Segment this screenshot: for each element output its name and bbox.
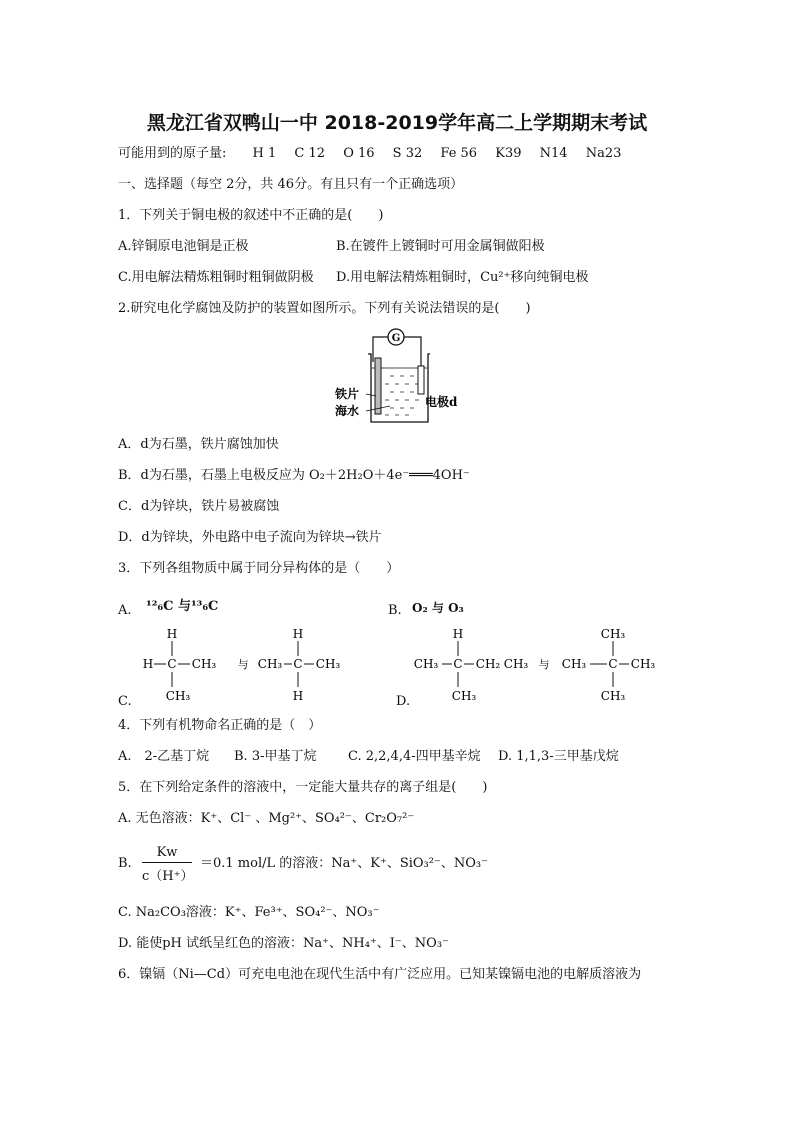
svg-text:CH₃: CH₃	[630, 657, 656, 671]
atomic-mass-item: S 32	[392, 146, 423, 161]
atomic-mass-item: H 1	[252, 146, 277, 161]
svg-text:CH₃: CH₃	[315, 657, 341, 671]
q3-option-c-label: C.	[118, 694, 132, 709]
q4-option-d: D. 1,1,3-三甲基戊烷	[498, 749, 619, 764]
atomic-mass-item: Fe 56	[440, 146, 478, 161]
svg-text:CH₃: CH₃	[503, 657, 529, 671]
svg-text:H: H	[292, 627, 304, 641]
q5-option-a: A. 无色溶液：K⁺、Cl⁻ 、Mg²⁺、SO₄²⁻、Cr₂O₇²⁻	[118, 811, 415, 826]
atomic-mass-item: N14	[539, 146, 568, 161]
q2-stem: 2.研究电化学腐蚀及防护的装置如图所示。下列有关说法错误的是( )	[118, 301, 531, 316]
svg-text:C: C	[293, 657, 303, 671]
q3-stem: 3．下列各组物质中属于同分异构体的是（ ）	[118, 561, 400, 576]
atomic-masses-label: 可能用到的原子量:	[118, 146, 227, 161]
q3-option-d-label: D.	[396, 694, 411, 709]
q6-stem: 6．镍镉（Ni—Cd）可充电电池在现代生活中有广泛应用。已知某镍镉电池的电解质溶液为	[118, 967, 642, 982]
svg-text:CH₃: CH₃	[561, 657, 587, 671]
q1-stem: 1．下列关于铜电极的叙述中不正确的是( )	[118, 208, 384, 223]
atomic-mass-item: K39	[495, 146, 522, 161]
svg-text:CH₃: CH₃	[165, 689, 191, 703]
q4-stem: 4．下列有机物命名正确的是（ ）	[118, 718, 322, 733]
seawater-label: 海水	[335, 404, 360, 418]
seawater-hatch	[385, 376, 419, 415]
svg-text:H: H	[142, 657, 154, 671]
atomic-mass-item: O 16	[343, 146, 375, 161]
svg-text:CH₂: CH₂	[475, 657, 501, 671]
q1-option-a: A.锌铜原电池铜是正极	[118, 239, 249, 254]
electrode-d	[418, 366, 424, 394]
svg-text:CH₃: CH₃	[600, 689, 626, 703]
galvanometer-label: G	[391, 333, 401, 344]
svg-text:C: C	[453, 657, 463, 671]
q2-option-b: B．d为石墨，石墨上电极反应为 O₂＋2H₂O＋4e⁻═══4OH⁻	[118, 468, 470, 483]
svg-text:H: H	[166, 627, 178, 641]
q4-option-a: A. 2-乙基丁烷	[118, 749, 210, 764]
q3-option-d-structures	[408, 624, 660, 708]
page-title: 黑龙江省双鸭山一中 2018-2019学年高二上学期期末考试	[146, 112, 648, 134]
svg-text:C: C	[608, 657, 618, 671]
q1-option-b: B.在镀件上镀铜时可用金属铜做阳极	[336, 239, 545, 254]
svg-text:H: H	[292, 689, 304, 703]
q3-option-b-label: B.	[388, 603, 402, 618]
q1-option-d: D.用电解法精炼粗铜时，Cu²⁺移向纯铜电极	[336, 270, 589, 285]
q3-option-b-text: O₂ 与 O₃	[412, 601, 464, 615]
svg-text:CH₃: CH₃	[413, 657, 439, 671]
q2-option-c: C．d为锌块，铁片易被腐蚀	[118, 499, 280, 514]
svg-text:C: C	[167, 657, 177, 671]
svg-text:CH₃: CH₃	[451, 689, 477, 703]
q4-option-c: C. 2,2,4,4-四甲基辛烷	[348, 749, 481, 764]
iron-plate	[375, 358, 381, 414]
q5-option-d: D. 能使pH 试纸呈红色的溶液：Na⁺、NH₄⁺、I⁻、NO₃⁻	[118, 936, 449, 951]
q2-option-d: D．d为锌块，外电路中电子流向为锌块→铁片	[118, 530, 382, 545]
q1-option-c: C.用电解法精炼粗铜时粗铜做阴极	[118, 270, 314, 285]
q5-stem: 5．在下列给定条件的溶液中，一定能大量共存的离子组是( )	[118, 780, 488, 795]
q5-option-b-text: ＝0.1 mol/L 的溶液：Na⁺、K⁺、SiO₃²⁻、NO₃⁻	[200, 856, 488, 871]
q3-option-a-text: ¹²₆C 与¹³₆C	[146, 599, 219, 614]
kw-fraction	[142, 845, 192, 884]
q3-option-c-structures	[138, 624, 358, 708]
svg-text:CH₃: CH₃	[191, 657, 217, 671]
atomic-masses	[118, 146, 635, 162]
q3-option-a-label: A.	[118, 603, 132, 618]
svg-text:CH₃: CH₃	[600, 627, 626, 641]
section-heading: 一、选择题（每空 2分，共 46分。有且只有一个正确选项）	[118, 177, 464, 192]
svg-text:CH₃: CH₃	[257, 657, 283, 671]
svg-text:H: H	[452, 627, 464, 641]
q5-option-c: C. Na₂CO₃溶液：K⁺、Fe³⁺、SO₄²⁻、NO₃⁻	[118, 905, 380, 920]
q5-option-b-label: B.	[118, 856, 132, 871]
q2-option-a: A．d为石墨，铁片腐蚀加快	[118, 437, 279, 452]
kw-numerator: Kw	[142, 845, 192, 863]
iron-label: 铁片	[335, 387, 360, 401]
kw-denominator: c（H⁺）	[142, 869, 194, 884]
svg-text:与: 与	[237, 658, 249, 671]
svg-text:与: 与	[538, 658, 550, 671]
q4-option-b: B. 3-甲基丁烷	[234, 749, 317, 764]
corrosion-apparatus-figure	[330, 326, 480, 430]
atomic-mass-item: C 12	[294, 146, 326, 161]
electrode-label: 电极d	[425, 395, 458, 409]
atomic-mass-item: Na23	[585, 146, 622, 161]
